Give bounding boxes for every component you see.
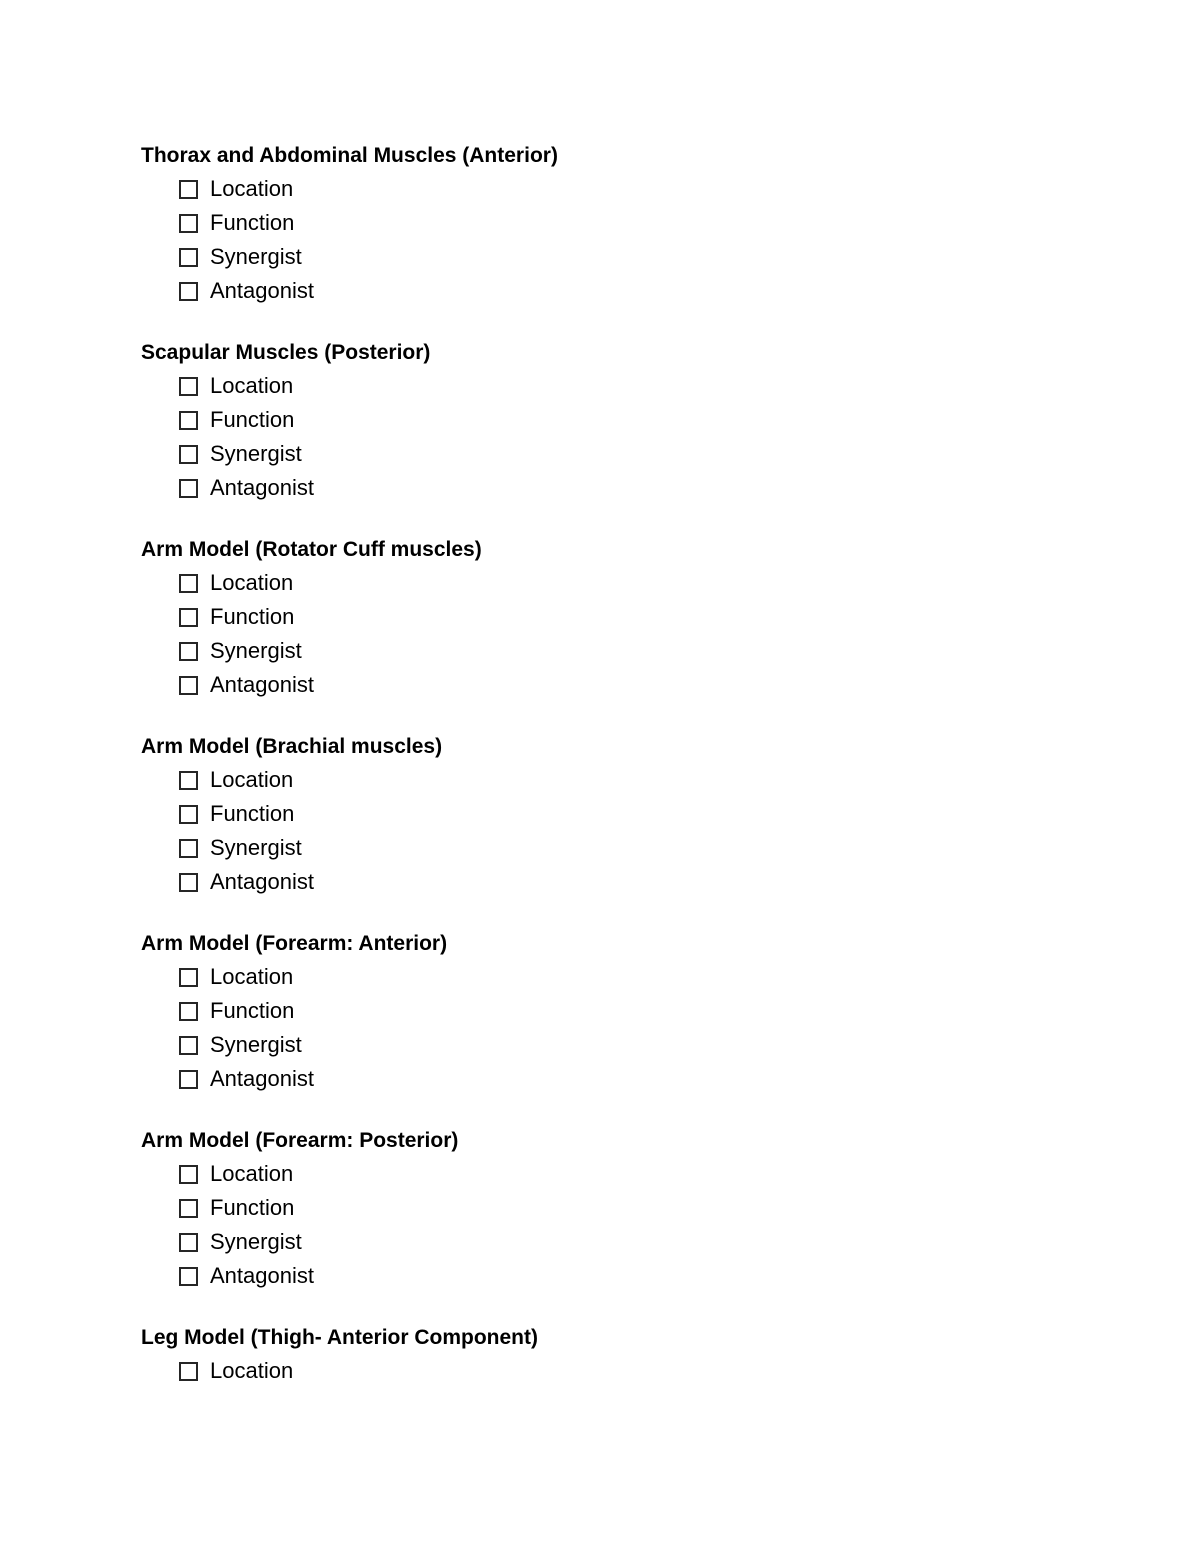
checklist-item [179, 763, 1141, 797]
checklist-item [179, 1062, 1141, 1096]
checkbox-icon[interactable] [179, 1199, 198, 1218]
checkbox-icon[interactable] [179, 445, 198, 464]
checklist-section [141, 534, 1141, 731]
checklist-item-label: Function [210, 801, 295, 826]
checklist-item-label: Function [210, 210, 295, 235]
checklist [141, 960, 1141, 1096]
section-title: Leg Model (Thigh- Anterior Component) [141, 1326, 539, 1349]
checklist-section [141, 1322, 1141, 1519]
checkbox-icon[interactable] [179, 1362, 198, 1381]
checklist-item [179, 566, 1141, 600]
checkbox-icon[interactable] [179, 676, 198, 695]
checklist-item [179, 865, 1141, 899]
checklist [141, 1157, 1141, 1293]
section-title: Arm Model (Brachial muscles) [141, 735, 443, 758]
checklist-item [179, 1157, 1141, 1191]
checklist-item [179, 668, 1141, 702]
checklist-item-label: Function [210, 1195, 295, 1220]
section-title: Arm Model (Forearm: Posterior) [141, 1129, 459, 1152]
checklist-item-label: Antagonist [210, 278, 314, 303]
checkbox-icon[interactable] [179, 479, 198, 498]
checklist-item-label: Location [210, 1161, 294, 1186]
checkbox-icon[interactable] [179, 1002, 198, 1021]
checklist-section [141, 731, 1141, 928]
checkbox-icon[interactable] [179, 411, 198, 430]
checklist-item-label: Synergist [210, 441, 302, 466]
checkbox-icon[interactable] [179, 642, 198, 661]
checkbox-icon[interactable] [179, 1165, 198, 1184]
checklist-item [179, 797, 1141, 831]
checklist-section [141, 928, 1141, 1125]
checkbox-icon[interactable] [179, 873, 198, 892]
checkbox-icon[interactable] [179, 1233, 198, 1252]
checklist-item-label: Location [210, 373, 294, 398]
checklist-item [179, 600, 1141, 634]
checklist-item-label: Location [210, 964, 294, 989]
checklist-item-label: Location [210, 176, 294, 201]
checklist-item-label: Synergist [210, 638, 302, 663]
checklist-item [179, 471, 1141, 505]
checkbox-icon[interactable] [179, 180, 198, 199]
checklist-item [179, 1028, 1141, 1062]
checkbox-icon[interactable] [179, 574, 198, 593]
checklist-item-label: Location [210, 767, 294, 792]
checklist [141, 172, 1141, 308]
checklist-item-label: Location [210, 1358, 294, 1383]
checklist-item [179, 403, 1141, 437]
checklist-section [141, 337, 1141, 534]
checklist-item [179, 1354, 1141, 1388]
checklist-section [141, 140, 1141, 337]
checklist-item [179, 634, 1141, 668]
checklist-item [179, 960, 1141, 994]
checkbox-icon[interactable] [179, 1036, 198, 1055]
checklist-item-label: Synergist [210, 1229, 302, 1254]
checklist [141, 369, 1141, 505]
checklist-item [179, 994, 1141, 1028]
checklist-item-label: Location [210, 570, 294, 595]
checklist-item-label: Antagonist [210, 475, 314, 500]
checklist-item [179, 172, 1141, 206]
checklist-item-label: Function [210, 407, 295, 432]
checklist-item [179, 369, 1141, 403]
checkbox-icon[interactable] [179, 1267, 198, 1286]
checkbox-icon[interactable] [179, 282, 198, 301]
checklist-section [141, 1125, 1141, 1322]
checkbox-icon[interactable] [179, 839, 198, 858]
checklist-item-label: Antagonist [210, 1066, 314, 1091]
checkbox-icon[interactable] [179, 968, 198, 987]
checklist [141, 566, 1141, 702]
checklist-item [179, 206, 1141, 240]
section-title: Thorax and Abdominal Muscles (Anterior) [141, 144, 558, 167]
checklist-item [179, 437, 1141, 471]
checkbox-icon[interactable] [179, 248, 198, 267]
checkbox-icon[interactable] [179, 214, 198, 233]
checklist-item [179, 831, 1141, 865]
checklist-item-label: Antagonist [210, 869, 314, 894]
checklist-item-label: Antagonist [210, 672, 314, 697]
checklist-item-label: Antagonist [210, 1263, 314, 1288]
checklist-item-label: Synergist [210, 1032, 302, 1057]
checkbox-icon[interactable] [179, 805, 198, 824]
checklist-item [179, 1259, 1141, 1293]
checklist-item-label: Function [210, 604, 295, 629]
checklist-item-label: Synergist [210, 835, 302, 860]
checklist [141, 763, 1141, 899]
checklist-item [179, 1225, 1141, 1259]
checkbox-icon[interactable] [179, 377, 198, 396]
checklist-item-label: Function [210, 998, 295, 1023]
checklist-item [179, 240, 1141, 274]
checklist-item [179, 1191, 1141, 1225]
checkbox-icon[interactable] [179, 771, 198, 790]
checklist-document [141, 140, 1141, 1519]
checklist [141, 1354, 1141, 1388]
checklist-item-label: Synergist [210, 244, 302, 269]
section-title: Scapular Muscles (Posterior) [141, 341, 431, 364]
section-title: Arm Model (Forearm: Anterior) [141, 932, 448, 955]
checklist-item [179, 274, 1141, 308]
section-title: Arm Model (Rotator Cuff muscles) [141, 538, 482, 561]
checkbox-icon[interactable] [179, 1070, 198, 1089]
checkbox-icon[interactable] [179, 608, 198, 627]
